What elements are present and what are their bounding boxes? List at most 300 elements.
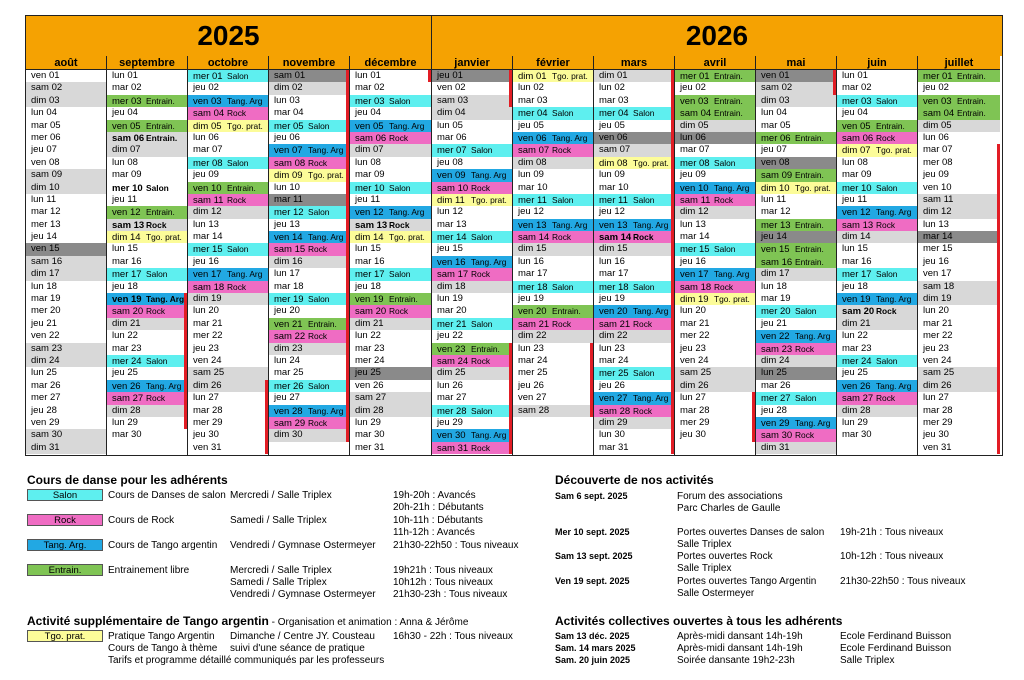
- day-cell: [269, 355, 349, 367]
- day-cell: [269, 144, 349, 156]
- day-cell: [918, 157, 1000, 169]
- day-label: lun 26: [437, 379, 463, 391]
- day-label: lun 24: [274, 354, 300, 366]
- day-cell: [432, 120, 512, 132]
- day-label: jeu 08: [437, 156, 463, 168]
- day-cell: [918, 268, 1000, 280]
- day-cell: [513, 144, 593, 156]
- activity-label: Entrain.: [146, 95, 175, 106]
- day-label: sam 13: [355, 219, 388, 231]
- day-cell: [26, 82, 106, 94]
- activity-label: Rock: [714, 281, 734, 292]
- supp-title-sub: - Organisation et animation : Anna & Jérôme: [268, 617, 469, 628]
- day-label: jeu 18: [842, 280, 868, 292]
- activity-label: Entrain.: [552, 306, 581, 317]
- day-cell: [594, 417, 674, 429]
- day-label: mar 21: [193, 317, 223, 329]
- day-label: mar 21: [680, 317, 710, 329]
- activity-label: Tang. Arg: [795, 417, 831, 428]
- day-cell: [918, 132, 1000, 144]
- day-cell: [513, 392, 593, 404]
- day-label: lun 25: [761, 367, 787, 379]
- day-label: mar 09: [842, 169, 872, 181]
- day-label: sam 29: [274, 417, 306, 429]
- activity-label: Entrain.: [795, 244, 824, 255]
- day-cell: [188, 157, 268, 169]
- day-label: mar 03: [599, 94, 629, 106]
- legend-rock-h1: 10h-11h : Débutants: [393, 515, 483, 526]
- day-label: sam 28: [518, 404, 550, 416]
- day-cell: [188, 417, 268, 429]
- activity-label: Tang. Arg: [308, 145, 344, 156]
- day-cell: [918, 107, 1000, 119]
- day-label: dim 19: [680, 294, 709, 306]
- legend-salon-h1: 19h-20h : Avancés: [393, 490, 476, 501]
- day-cell: [594, 318, 674, 330]
- day-cell: [675, 132, 755, 144]
- day-cell: [188, 268, 268, 280]
- day-label: mer 14: [437, 232, 467, 244]
- day-cell: [756, 95, 836, 107]
- day-label: sam 06: [355, 132, 387, 144]
- day-label: jeu 14: [31, 231, 57, 243]
- day-cell: [269, 367, 349, 379]
- activity-label: Salon: [227, 71, 249, 81]
- day-label: sam 18: [193, 281, 225, 293]
- day-cell: [432, 343, 512, 355]
- day-cell: [26, 256, 106, 268]
- day-cell: [432, 429, 512, 441]
- activity-label: Salon: [633, 368, 655, 379]
- day-cell: [26, 107, 106, 119]
- day-label: lun 20: [680, 305, 706, 317]
- day-cell: [594, 268, 674, 280]
- day-cell: [918, 194, 1000, 206]
- activity-label: Rock: [389, 132, 409, 143]
- day-cell: [432, 256, 512, 268]
- day-label: ven 22: [31, 330, 60, 342]
- activity-label: Tang. Arg: [633, 393, 669, 404]
- day-cell: [594, 219, 674, 231]
- day-cell: [107, 268, 187, 280]
- day-label: mar 18: [274, 280, 304, 292]
- day-cell: [513, 82, 593, 94]
- decouverte-cell: Salle Ostermeyer: [677, 588, 755, 599]
- day-label: ven 05: [355, 120, 384, 132]
- day-label: sam 15: [274, 244, 306, 256]
- activity-label: Entrain.: [714, 108, 743, 119]
- activity-label: Salon: [227, 244, 249, 255]
- day-cell: [26, 144, 106, 156]
- day-label: mar 17: [599, 268, 629, 280]
- day-label: mar 25: [274, 367, 304, 379]
- day-label: lun 04: [761, 107, 787, 119]
- day-cell: [188, 194, 268, 206]
- day-label: sam 20: [112, 306, 144, 318]
- collectives-cell: Ecole Ferdinand Buisson: [840, 643, 952, 654]
- day-cell: [756, 343, 836, 355]
- day-cell: [188, 281, 268, 293]
- day-label: mar 02: [842, 82, 872, 94]
- day-label: jeu 07: [31, 144, 57, 156]
- legend-rock-lieu: Samedi / Salle Triplex: [230, 515, 327, 526]
- day-label: sam 23: [761, 343, 793, 355]
- day-label: mer 19: [274, 294, 304, 306]
- decouverte-cell: Mer 10 sept. 2025: [555, 527, 630, 537]
- day-label: sam 18: [923, 280, 955, 292]
- month-column: [26, 56, 107, 455]
- day-cell: [675, 318, 755, 330]
- activity-label: Tang. Arg: [146, 380, 182, 391]
- activity-label: Tang. Arg: [146, 294, 185, 305]
- day-label: ven 01: [31, 70, 60, 81]
- activity-label: Salon: [552, 194, 574, 205]
- day-label: mar 11: [274, 193, 303, 205]
- day-label: ven 15: [31, 243, 60, 255]
- decouverte-cell: 10h-12h : Tous niveaux: [840, 551, 944, 562]
- month-column: [350, 56, 432, 455]
- activity-label: Entrain.: [308, 318, 337, 329]
- day-label: sam 02: [31, 82, 63, 94]
- day-cell: [26, 219, 106, 231]
- day-label: ven 19: [112, 294, 142, 306]
- day-cell: [513, 243, 593, 255]
- day-cell: [513, 169, 593, 181]
- day-cell: [188, 95, 268, 107]
- day-label: mar 07: [680, 144, 710, 156]
- day-label: lun 15: [355, 243, 381, 255]
- day-label: ven 19: [842, 294, 871, 306]
- day-cell: [594, 70, 674, 82]
- day-cell: [432, 132, 512, 144]
- day-cell: [26, 293, 106, 305]
- day-label: dim 05: [923, 119, 952, 131]
- day-cell: [350, 355, 431, 367]
- day-cell: [107, 82, 187, 94]
- month-header: janvier: [432, 56, 512, 70]
- activity-label: Rock: [552, 145, 572, 156]
- day-label: lun 29: [355, 416, 381, 428]
- day-cell: [350, 318, 431, 330]
- day-label: mer 01: [680, 71, 710, 82]
- day-cell: [594, 380, 674, 392]
- day-cell: [107, 144, 187, 156]
- day-label: lun 25: [31, 367, 57, 379]
- day-cell: [675, 231, 755, 243]
- day-label: lun 23: [518, 342, 544, 354]
- activity-label: Tang. Arg: [876, 207, 912, 218]
- day-label: dim 07: [355, 144, 384, 156]
- day-label: dim 07: [112, 144, 141, 156]
- day-label: jeu 11: [355, 193, 381, 205]
- day-cell: [188, 219, 268, 231]
- day-cell: [107, 256, 187, 268]
- day-label: lun 06: [193, 131, 219, 143]
- day-cell: [107, 305, 187, 317]
- day-label: lun 11: [31, 193, 57, 205]
- activity-label: Tang. Arg: [471, 170, 507, 181]
- day-cell: [594, 243, 674, 255]
- decouverte-cell: Sam 6 sept. 2025: [555, 491, 628, 501]
- day-label: mer 29: [923, 416, 953, 428]
- collectives-cell: Ecole Ferdinand Buisson: [840, 631, 952, 642]
- supp-row1-b: Dimanche / Centre JY. Cousteau: [230, 631, 375, 642]
- day-cell: [432, 157, 512, 169]
- day-cell: [350, 219, 431, 231]
- day-label: mar 05: [31, 119, 61, 131]
- day-label: sam 10: [437, 182, 469, 194]
- activity-label: Rock: [876, 306, 897, 317]
- day-label: jeu 20: [274, 305, 300, 317]
- day-label: ven 09: [437, 170, 466, 182]
- day-label: sam 07: [599, 144, 631, 156]
- day-cell: [432, 82, 512, 94]
- collectives-cell: Salle Triplex: [840, 655, 895, 666]
- day-label: dim 17: [31, 268, 60, 280]
- day-label: lun 23: [599, 342, 625, 354]
- day-cell: [675, 293, 755, 305]
- day-cell: [837, 380, 917, 392]
- day-cell: [26, 417, 106, 429]
- month-column: [837, 56, 918, 455]
- day-cell: [837, 367, 917, 379]
- activity-label: Salon: [876, 95, 898, 106]
- day-label: dim 21: [112, 317, 141, 329]
- day-label: mar 26: [31, 379, 61, 391]
- day-label: mar 23: [355, 342, 385, 354]
- day-label: sam 02: [761, 82, 793, 94]
- month-header: décembre: [350, 56, 431, 70]
- day-cell: [756, 219, 836, 231]
- day-cell: [918, 405, 1000, 417]
- day-label: mer 04: [599, 108, 629, 120]
- day-cell: [918, 417, 1000, 429]
- day-cell: [350, 107, 431, 119]
- day-cell: [188, 107, 268, 119]
- legend-salon-h2: 20h-21h : Débutants: [393, 502, 484, 513]
- day-cell: [837, 107, 917, 119]
- day-cell: [107, 120, 187, 132]
- activity-label: Tgo. prat.: [227, 120, 263, 131]
- day-label: mer 15: [193, 244, 223, 256]
- day-cell: [837, 281, 917, 293]
- day-label: jeu 04: [355, 107, 381, 119]
- day-label: mer 13: [761, 219, 791, 231]
- day-label: ven 27: [599, 393, 628, 405]
- day-cell: [107, 243, 187, 255]
- day-cell: [594, 206, 674, 218]
- day-label: jeu 14: [761, 231, 787, 243]
- day-cell: [432, 417, 512, 429]
- day-label: sam 14: [599, 232, 632, 244]
- day-cell: [107, 219, 187, 231]
- activity-label: Rock: [308, 157, 328, 168]
- day-cell: [107, 343, 187, 355]
- day-label: mar 21: [923, 317, 953, 329]
- day-cell: [918, 243, 1000, 255]
- day-cell: [269, 206, 349, 218]
- day-cell: [513, 206, 593, 218]
- month-header: novembre: [269, 56, 349, 70]
- day-cell: [837, 305, 917, 317]
- collectives-cell: Sam 13 déc. 2025: [555, 631, 630, 641]
- day-cell: [675, 70, 755, 82]
- day-cell: [432, 305, 512, 317]
- day-label: ven 14: [274, 232, 303, 244]
- day-label: mer 25: [518, 367, 548, 379]
- activity-label: Salon: [714, 157, 736, 168]
- activity-label: Tang. Arg: [308, 232, 344, 243]
- decouverte-cell: Ven 19 sept. 2025: [555, 576, 630, 586]
- day-cell: [26, 367, 106, 379]
- day-cell: [513, 256, 593, 268]
- year-header-2026: 2026: [432, 16, 1002, 56]
- day-label: mar 09: [112, 169, 142, 181]
- day-label: sam 13: [112, 219, 145, 231]
- activity-label: Tgo. prat.: [795, 182, 831, 193]
- day-cell: [26, 355, 106, 367]
- day-label: mer 29: [193, 416, 223, 428]
- activity-label: Rock: [795, 343, 815, 354]
- day-cell: [432, 206, 512, 218]
- day-cell: [350, 157, 431, 169]
- day-label: dim 12: [923, 206, 952, 218]
- day-cell: [513, 182, 593, 194]
- day-cell: [26, 330, 106, 342]
- day-label: sam 30: [31, 429, 63, 441]
- day-cell: [756, 206, 836, 218]
- day-cell: [756, 132, 836, 144]
- day-cell: [675, 194, 755, 206]
- activity-label: Rock: [471, 355, 491, 366]
- day-label: mer 17: [112, 269, 142, 281]
- day-cell: [918, 367, 1000, 379]
- activity-label: Tang. Arg: [552, 219, 588, 230]
- day-label: mar 20: [437, 305, 467, 317]
- day-label: ven 06: [518, 132, 547, 144]
- day-label: sam 04: [923, 108, 955, 120]
- day-label: sam 30: [761, 430, 793, 442]
- legend-tango-h1: 21h30-22h50 : Tous niveaux: [393, 540, 519, 551]
- day-cell: [350, 367, 431, 379]
- day-label: mer 25: [599, 368, 629, 380]
- activity-label: Entrain.: [795, 132, 824, 143]
- activity-label: Tang. Arg: [876, 380, 912, 391]
- day-label: jeu 27: [274, 392, 300, 404]
- decouverte-title: Découverte de nos activités: [555, 473, 714, 487]
- day-cell: [756, 82, 836, 94]
- day-label: mer 07: [437, 145, 467, 157]
- day-label: dim 14: [842, 231, 871, 243]
- day-label: mar 17: [518, 268, 548, 280]
- day-label: dim 23: [274, 342, 303, 354]
- day-label: lun 02: [518, 82, 544, 94]
- supp-title: [27, 614, 468, 628]
- day-label: mer 04: [518, 108, 548, 120]
- day-label: jeu 11: [842, 193, 868, 205]
- day-cell: [432, 293, 512, 305]
- supp-row1-a: Pratique Tango Argentin: [108, 631, 215, 642]
- day-cell: [675, 144, 755, 156]
- month-column: [756, 56, 837, 455]
- activity-label: Rock: [633, 405, 653, 416]
- day-cell: [432, 107, 512, 119]
- day-cell: [107, 380, 187, 392]
- day-cell: [269, 281, 349, 293]
- day-cell: [107, 182, 187, 194]
- day-cell: [188, 182, 268, 194]
- day-cell: [107, 355, 187, 367]
- calendar-grid: [25, 15, 1003, 456]
- day-cell: [594, 107, 674, 119]
- day-label: lun 16: [599, 255, 625, 267]
- day-label: ven 01: [761, 70, 790, 81]
- day-label: sam 20: [842, 306, 875, 318]
- day-cell: [269, 194, 349, 206]
- day-cell: [675, 206, 755, 218]
- day-label: mar 31: [599, 441, 629, 453]
- day-label: sam 11: [193, 194, 224, 206]
- day-label: mer 15: [680, 244, 710, 256]
- day-cell: [837, 405, 917, 417]
- day-cell: [837, 417, 917, 429]
- day-label: sam 09: [31, 169, 63, 181]
- day-label: dim 12: [193, 206, 222, 218]
- day-label: ven 26: [355, 379, 384, 391]
- day-cell: [350, 429, 431, 441]
- day-cell: [756, 367, 836, 379]
- day-label: ven 06: [599, 131, 628, 143]
- day-label: ven 05: [112, 120, 141, 132]
- day-label: jeu 16: [680, 255, 706, 267]
- activity-label: Salon: [308, 294, 330, 305]
- day-label: dim 26: [193, 379, 222, 391]
- day-label: ven 12: [112, 207, 141, 219]
- day-cell: [756, 405, 836, 417]
- month-column: [918, 56, 1000, 455]
- month-header: avril: [675, 56, 755, 70]
- day-label: ven 21: [274, 318, 303, 330]
- day-label: mer 15: [923, 243, 953, 255]
- day-cell: [432, 243, 512, 255]
- day-cell: [188, 405, 268, 417]
- day-cell: [594, 281, 674, 293]
- day-cell: [837, 231, 917, 243]
- day-label: dim 01: [599, 70, 628, 81]
- day-label: lun 20: [923, 305, 949, 317]
- day-label: mer 06: [31, 131, 61, 143]
- day-cell: [269, 157, 349, 169]
- activity-label: Rock: [471, 182, 491, 193]
- day-cell: [107, 330, 187, 342]
- day-cell: [756, 231, 836, 243]
- day-cell: [188, 231, 268, 243]
- day-label: mar 28: [923, 404, 953, 416]
- collectives-cell: Sam. 20 juin 2025: [555, 655, 631, 665]
- day-cell: [513, 305, 593, 317]
- day-cell: [26, 194, 106, 206]
- day-label: sam 31: [437, 442, 469, 454]
- day-cell: [675, 305, 755, 317]
- activity-label: Tang. Arg: [795, 331, 831, 342]
- day-cell: [594, 169, 674, 181]
- day-label: lun 17: [274, 268, 300, 280]
- day-cell: [837, 182, 917, 194]
- day-label: ven 20: [518, 306, 547, 318]
- day-label: jeu 28: [31, 404, 57, 416]
- day-label: mar 16: [355, 255, 385, 267]
- day-cell: [756, 429, 836, 441]
